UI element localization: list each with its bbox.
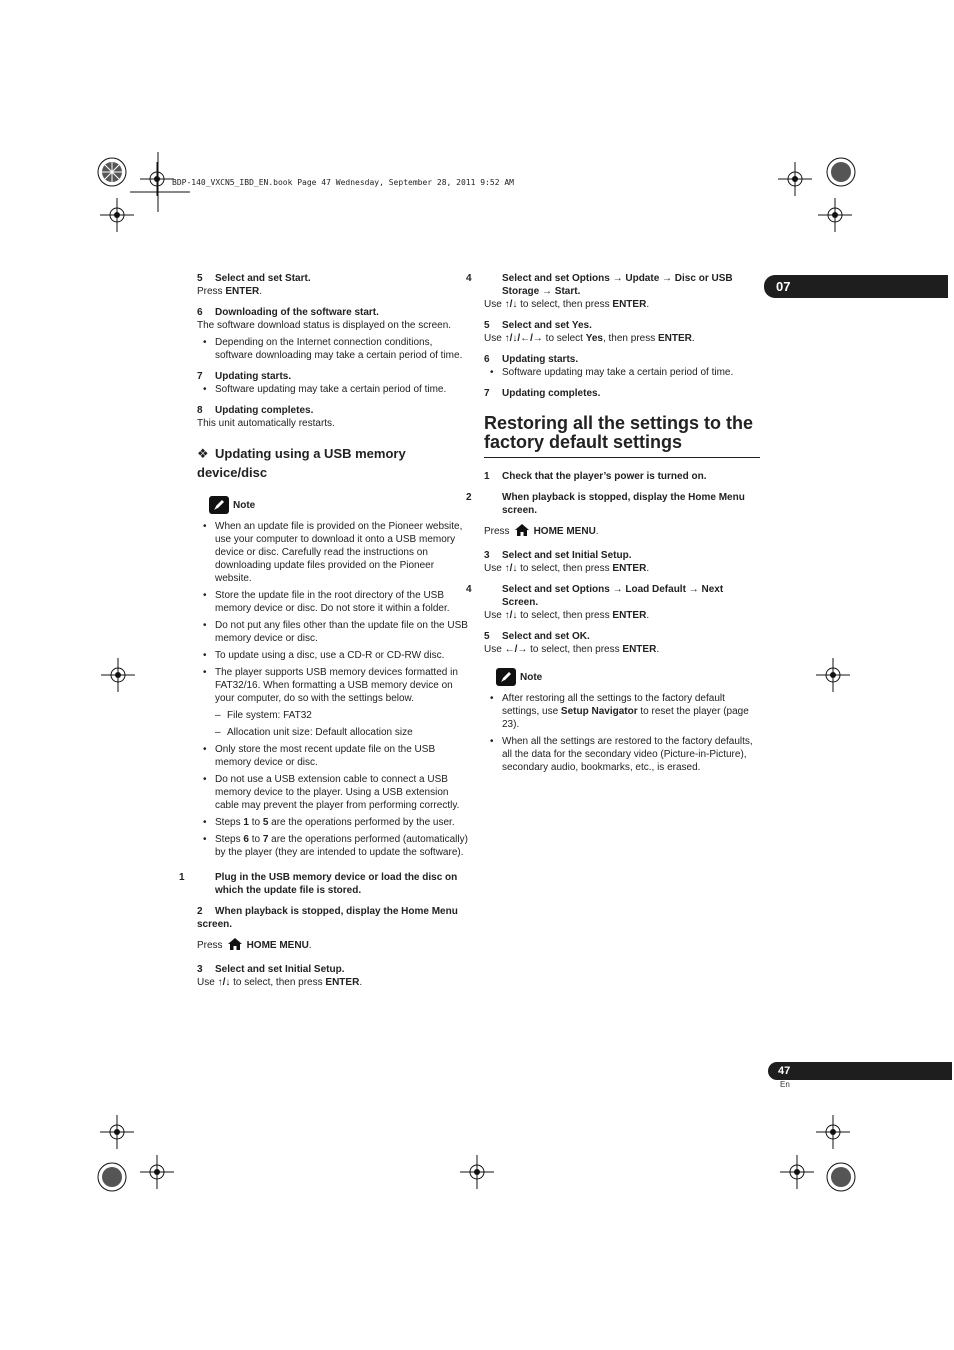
key-label: HOME MENU bbox=[533, 526, 596, 537]
note-item: • When all the settings are restored to the factory defaults, all the data for the secondary video (Picture-in-Picture), secondary audio, bookmarks, etc., is erased. bbox=[484, 735, 760, 774]
step-heading bbox=[466, 583, 760, 609]
step-body: Press HOME MENU. bbox=[484, 523, 760, 541]
key-label: ENTER bbox=[612, 610, 647, 621]
step-heading bbox=[197, 905, 472, 931]
crosshair-icon bbox=[100, 198, 134, 232]
step-title: Check that the player’s power is turned on. bbox=[502, 471, 707, 482]
step-number: 6 bbox=[484, 354, 490, 365]
print-header: BDP-140_VXCN5_IBD_EN.book Page 47 Wednesday, September 28, 2011 9:52 AM bbox=[172, 178, 514, 187]
body-text: Press bbox=[197, 286, 226, 297]
page-number-tab: 47 bbox=[768, 1062, 952, 1080]
pencil-note-icon bbox=[496, 668, 516, 686]
pencil-note-icon bbox=[209, 496, 229, 514]
crop-lines-icon bbox=[130, 152, 190, 212]
step-title: Select and set Options → Update → Disc or USB Storage → Start. bbox=[502, 273, 733, 297]
registration-mark-icon bbox=[824, 1160, 858, 1194]
bullet-item: • Software updating may take a certain period of time. bbox=[484, 366, 760, 379]
step-title: Updating completes. bbox=[215, 405, 314, 416]
step-title: Select and set Yes. bbox=[502, 320, 592, 331]
crosshair-icon bbox=[816, 1115, 850, 1149]
step-body: The software download status is displayed on the screen. bbox=[197, 320, 452, 331]
subheading-text: Updating using a USB memory device/disc bbox=[197, 446, 406, 480]
section-subheading bbox=[197, 444, 472, 482]
note-heading bbox=[209, 496, 472, 514]
note-heading bbox=[496, 668, 760, 686]
step-title: Updating starts. bbox=[215, 371, 292, 382]
key-label: ENTER bbox=[325, 977, 360, 988]
note-item: • Steps 6 to 7 are the operations performed (automatically) by the player (they are intended to update the software). bbox=[197, 833, 472, 859]
crosshair-icon bbox=[140, 1155, 174, 1189]
step-heading bbox=[484, 470, 760, 483]
diamond-icon: ❖ bbox=[197, 446, 209, 461]
step-title: When playback is stopped, display the Home Menu screen. bbox=[197, 906, 458, 930]
left-column bbox=[179, 272, 472, 989]
step-title: Updating starts. bbox=[502, 354, 579, 365]
key-label: ENTER bbox=[612, 299, 647, 310]
bullet-item: • Depending on the Internet connection conditions, software downloading may take a certain period of time. bbox=[197, 336, 472, 362]
right-column bbox=[466, 272, 760, 778]
step-number: 5 bbox=[484, 320, 490, 331]
step-number: 5 bbox=[484, 631, 490, 642]
step-number: 4 bbox=[466, 584, 472, 595]
step-body: Press HOME MENU. bbox=[197, 937, 472, 955]
dash-item: – Allocation unit size: Default allocation size bbox=[197, 726, 472, 739]
note-label: Note bbox=[520, 671, 543, 683]
step-body: Use ↑/↓ to select, then press ENTER. bbox=[484, 563, 650, 574]
home-icon bbox=[227, 937, 243, 955]
step-heading bbox=[466, 272, 760, 298]
step-title: Updating completes. bbox=[502, 388, 601, 399]
step-body: Use ↑/↓/←/→ to select Yes, then press ENTER. bbox=[484, 333, 695, 344]
step-heading bbox=[197, 306, 472, 319]
note-label: Note bbox=[233, 499, 256, 511]
crosshair-icon bbox=[460, 1155, 494, 1189]
step-body: This unit automatically restarts. bbox=[197, 418, 335, 429]
step-number: 1 bbox=[179, 872, 185, 883]
step-heading bbox=[484, 387, 760, 400]
step-title: Downloading of the software start. bbox=[215, 307, 379, 318]
step-title: When playback is stopped, display the Home Menu screen. bbox=[502, 492, 745, 516]
note-item: • To update using a disc, use a CD-R or CD-RW disc. bbox=[197, 649, 472, 662]
step-body: Use ↑/↓ to select, then press ENTER. bbox=[197, 977, 363, 988]
note-item: • Steps 1 to 5 are the operations performed by the user. bbox=[197, 816, 472, 829]
note-item: • Do not put any files other than the update file on the USB memory device or disc. bbox=[197, 619, 472, 645]
step-heading bbox=[484, 353, 760, 366]
note-item: • After restoring all the settings to the factory default settings, use Setup Navigator to reset the player (page 23). bbox=[484, 692, 760, 731]
step-heading bbox=[197, 404, 472, 417]
step-number: 8 bbox=[197, 405, 203, 416]
key-label: ENTER bbox=[622, 644, 657, 655]
step-heading bbox=[197, 272, 472, 285]
step-heading bbox=[484, 319, 760, 332]
crosshair-icon bbox=[778, 162, 812, 196]
key-label: ENTER bbox=[225, 286, 260, 297]
step-body: Use ↑/↓ to select, then press ENTER. bbox=[484, 610, 650, 621]
step-heading bbox=[179, 871, 472, 897]
crosshair-icon bbox=[780, 1155, 814, 1189]
note-item: • The player supports USB memory devices formatted in FAT32/16. When formatting a USB memory device on your computer, do so with the settings below. bbox=[197, 666, 472, 705]
crosshair-icon bbox=[101, 658, 135, 692]
step-title: Select and set Options → Load Default → Next Screen. bbox=[502, 584, 724, 608]
key-label: Yes bbox=[585, 333, 603, 344]
arrow-keys: ↑/↓ bbox=[504, 610, 518, 621]
arrow-keys: ↑/↓ bbox=[217, 977, 231, 988]
crosshair-icon bbox=[816, 658, 850, 692]
dash-item: – File system: FAT32 bbox=[197, 709, 472, 722]
step-title: Select and set Initial Setup. bbox=[215, 964, 345, 975]
crosshair-icon bbox=[818, 198, 852, 232]
step-number: 3 bbox=[197, 964, 203, 975]
registration-mark-icon bbox=[95, 1160, 129, 1194]
step-heading bbox=[484, 549, 760, 562]
arrow-keys: ↑/↓/←/→ bbox=[504, 333, 543, 344]
arrow-keys: ←/→ bbox=[504, 644, 528, 655]
bullet-item: • Software updating may take a certain period of time. bbox=[197, 383, 472, 396]
key-label: ENTER bbox=[612, 563, 647, 574]
step-body bbox=[197, 285, 472, 298]
step-title: Plug in the USB memory device or load the disc on which the update file is stored. bbox=[215, 872, 458, 896]
step-title: Select and set Initial Setup. bbox=[502, 550, 632, 561]
note-item: • Do not use a USB extension cable to connect a USB memory device to the player. Using a USB extension cable may prevent the player from performing correctly. bbox=[197, 773, 472, 812]
note-item: • Only store the most recent update file on the USB memory device or disc. bbox=[197, 743, 472, 769]
crosshair-icon bbox=[100, 1115, 134, 1149]
note-item: • When an update file is provided on the Pioneer website, use your computer to download it onto a USB memory device or disc. Carefully read the instructions on downloading update files provided on the Pioneer website. bbox=[197, 520, 472, 585]
step-title: Select and set OK. bbox=[502, 631, 590, 642]
key-label: ENTER bbox=[658, 333, 692, 344]
step-number: 2 bbox=[466, 492, 472, 503]
arrow-keys: ↑/↓ bbox=[504, 563, 518, 574]
step-title: Select and set Start. bbox=[215, 273, 311, 284]
step-number: 6 bbox=[197, 307, 203, 318]
body-text: . bbox=[259, 286, 263, 297]
home-icon bbox=[514, 523, 530, 541]
step-number: 5 bbox=[197, 273, 203, 284]
registration-mark-icon bbox=[95, 155, 129, 189]
step-number: 3 bbox=[484, 550, 490, 561]
registration-mark-icon bbox=[824, 155, 858, 189]
step-body: Use ←/→ to select, then press ENTER. bbox=[484, 644, 660, 655]
section-heading: Restoring all the settings to the factory default settings bbox=[484, 414, 760, 458]
language-label: En bbox=[780, 1080, 790, 1089]
step-heading bbox=[466, 491, 760, 517]
note-item: • Store the update file in the root directory of the USB memory device or disc. Do not store it within a folder. bbox=[197, 589, 472, 615]
step-heading bbox=[197, 963, 472, 976]
key-label: HOME MENU bbox=[246, 940, 309, 951]
step-heading bbox=[484, 630, 760, 643]
step-heading bbox=[197, 370, 472, 383]
step-number: 7 bbox=[484, 388, 490, 399]
step-number: 7 bbox=[197, 371, 203, 382]
step-body: Use ↑/↓ to select, then press ENTER. bbox=[484, 299, 650, 310]
step-number: 2 bbox=[197, 906, 203, 917]
chapter-tab: 07 bbox=[764, 275, 948, 298]
step-number: 4 bbox=[466, 273, 472, 284]
step-number: 1 bbox=[484, 471, 490, 482]
arrow-keys: ↑/↓ bbox=[504, 299, 518, 310]
